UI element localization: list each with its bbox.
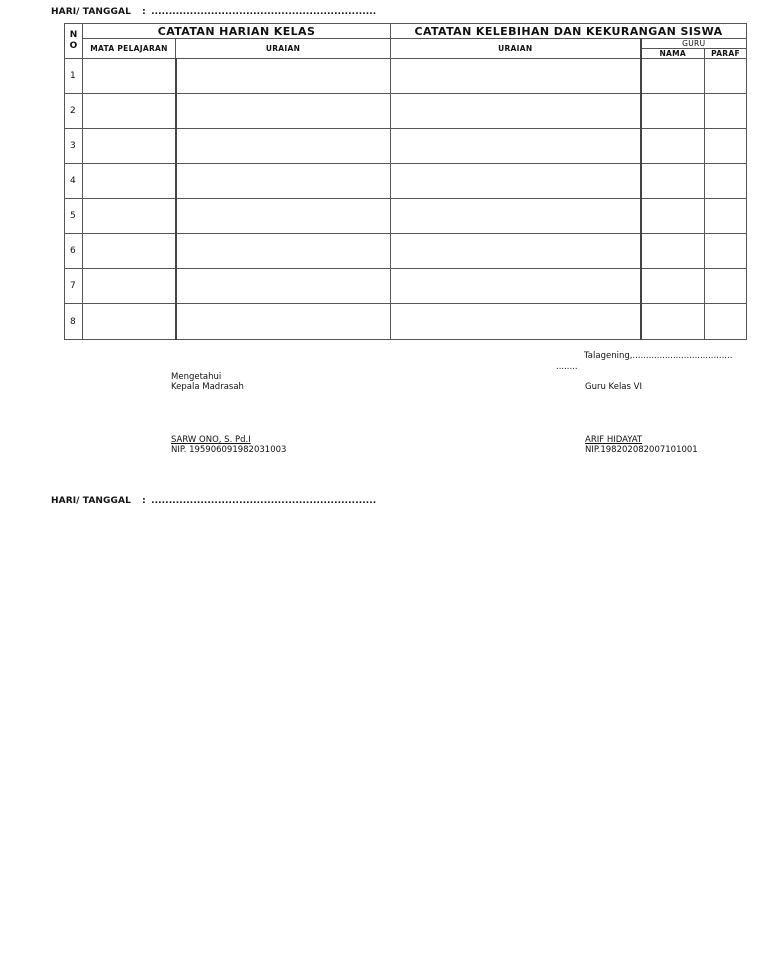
cell-uraian bbox=[176, 164, 391, 199]
cell-mata-pelajaran bbox=[83, 164, 176, 199]
cell-paraf bbox=[705, 199, 747, 234]
cell-mata-pelajaran bbox=[83, 129, 176, 164]
guru-name: ARIF HIDAYAT bbox=[585, 435, 643, 445]
cell-uraian-2 bbox=[391, 199, 641, 234]
cell-nama bbox=[641, 164, 705, 199]
date-line-second bbox=[51, 496, 376, 506]
place-date-line: Talagening,..................................... bbox=[584, 351, 733, 361]
uraian-header-2: URAIAN bbox=[391, 39, 641, 59]
cell-uraian bbox=[176, 234, 391, 269]
table-row bbox=[65, 59, 747, 94]
journal-table bbox=[64, 23, 747, 340]
cell-paraf bbox=[705, 304, 747, 340]
cell-uraian-2 bbox=[391, 269, 641, 304]
cell-nama bbox=[641, 269, 705, 304]
guru-header: GURU bbox=[641, 39, 747, 49]
row-number: 6 bbox=[65, 234, 83, 269]
cell-uraian-2 bbox=[391, 164, 641, 199]
cell-paraf bbox=[705, 94, 747, 129]
guru-nip: NIP.198202082007101001 bbox=[585, 445, 698, 455]
uraian-header: URAIAN bbox=[176, 39, 391, 59]
table-row bbox=[65, 199, 747, 234]
table-row bbox=[65, 164, 747, 199]
kepala-nip: NIP. 195906091982031003 bbox=[171, 445, 287, 455]
cell-uraian bbox=[176, 199, 391, 234]
cell-nama bbox=[641, 94, 705, 129]
kepala-name: SARW ONO, S. Pd.I bbox=[171, 435, 251, 445]
row-number: 4 bbox=[65, 164, 83, 199]
date-colon: : bbox=[142, 496, 146, 506]
table-row bbox=[65, 94, 747, 129]
cell-uraian-2 bbox=[391, 59, 641, 94]
cell-nama bbox=[641, 59, 705, 94]
catatan-harian-header: CATATAN HARIAN KELAS bbox=[83, 24, 391, 39]
cell-uraian bbox=[176, 304, 391, 340]
cell-uraian bbox=[176, 129, 391, 164]
cell-uraian-2 bbox=[391, 234, 641, 269]
table-row bbox=[65, 304, 747, 340]
date-colon: : bbox=[142, 7, 146, 17]
cell-uraian bbox=[176, 59, 391, 94]
no-header: N O bbox=[65, 24, 83, 59]
cell-paraf bbox=[705, 59, 747, 94]
cell-paraf bbox=[705, 234, 747, 269]
cell-mata-pelajaran bbox=[83, 199, 176, 234]
kepala-madrasah-title: Kepala Madrasah bbox=[171, 382, 244, 392]
row-number: 3 bbox=[65, 129, 83, 164]
cell-mata-pelajaran bbox=[83, 94, 176, 129]
cell-paraf bbox=[705, 164, 747, 199]
row-number: 2 bbox=[65, 94, 83, 129]
table-row bbox=[65, 269, 747, 304]
cell-paraf bbox=[705, 269, 747, 304]
date-dots: ................................................................ bbox=[151, 7, 377, 17]
cell-uraian-2 bbox=[391, 129, 641, 164]
row-number: 5 bbox=[65, 199, 83, 234]
mengetahui-text: Mengetahui bbox=[171, 372, 222, 382]
date-line-top bbox=[51, 7, 376, 17]
catatan-kelebihan-header: CATATAN KELEBIHAN DAN KEKURANGAN SISWA bbox=[391, 24, 747, 39]
cell-nama bbox=[641, 304, 705, 340]
paraf-header: PARAF bbox=[705, 49, 747, 59]
cell-nama bbox=[641, 234, 705, 269]
cell-uraian-2 bbox=[391, 304, 641, 340]
cell-mata-pelajaran bbox=[83, 59, 176, 94]
cell-mata-pelajaran bbox=[83, 269, 176, 304]
row-number: 1 bbox=[65, 59, 83, 94]
cell-uraian bbox=[176, 269, 391, 304]
guru-kelas-title: Guru Kelas VI bbox=[585, 382, 642, 392]
date-label: HARI/ TANGGAL bbox=[51, 496, 131, 506]
cell-nama bbox=[641, 129, 705, 164]
place-date-continuation: ........ bbox=[556, 362, 578, 372]
date-label: HARI/ TANGGAL bbox=[51, 7, 131, 17]
cell-mata-pelajaran bbox=[83, 304, 176, 340]
date-dots: ................................................................ bbox=[151, 496, 377, 506]
cell-mata-pelajaran bbox=[83, 234, 176, 269]
nama-header: NAMA bbox=[641, 49, 705, 59]
table-row bbox=[65, 234, 747, 269]
cell-paraf bbox=[705, 129, 747, 164]
row-number: 8 bbox=[65, 304, 83, 340]
table-row bbox=[65, 129, 747, 164]
mata-pelajaran-header: MATA PELAJARAN bbox=[83, 39, 176, 59]
cell-uraian bbox=[176, 94, 391, 129]
cell-uraian-2 bbox=[391, 94, 641, 129]
cell-nama bbox=[641, 199, 705, 234]
row-number: 7 bbox=[65, 269, 83, 304]
